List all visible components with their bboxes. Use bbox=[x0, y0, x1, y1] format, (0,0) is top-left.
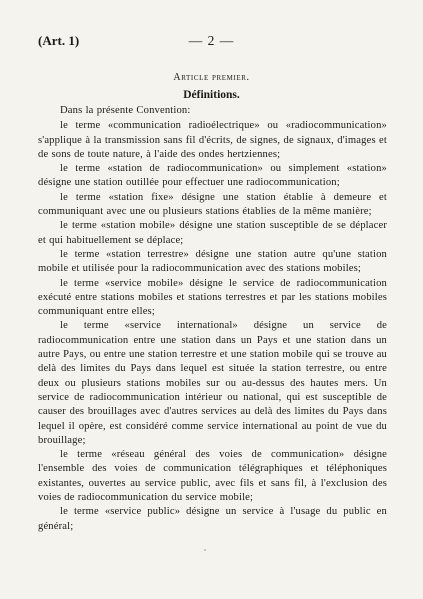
definition-paragraph: le terme «station terrestre» désigne une station autre qu'une station mobile et utilisée pour la radiocommunication avec des stations mobiles; bbox=[38, 248, 387, 275]
article-heading: Article premier. bbox=[173, 72, 250, 83]
article-reference: (Art. 1) bbox=[38, 33, 80, 48]
definition-paragraph: le terme «station mobile» désigne une station susceptible de se déplacer et qui habituellement se déplace; bbox=[38, 220, 387, 246]
definition-paragraph: le terme «service public» désigne un service à l'usage du public en général; bbox=[38, 506, 387, 532]
definition-paragraph: le terme «réseau général des voies de communication» désigne l'ensemble des voies de communication télégraphiques et téléphoniques existantes, ouvertes au service public, avec fils et sans fil, à l'exclusion des voies de radiocommunication du service mobile; bbox=[38, 449, 387, 504]
definition-paragraph: le terme «communication radioélectrique» ou «radiocommunication» s'applique à la transmission sans fil d'écrits, de signes, de signaux, d'images et de sons de toute nature, à l'aide des ondes hertziennes; bbox=[38, 120, 387, 160]
section-title: Définitions. bbox=[183, 89, 240, 101]
page-number: — 2 — bbox=[188, 33, 235, 48]
print-speck bbox=[204, 549, 206, 551]
intro-paragraph: Dans la présente Convention: bbox=[60, 105, 191, 116]
document-body bbox=[38, 104, 387, 534]
definition-paragraph: le terme «service mobile» désigne le service de radiocommunication exécuté entre stations mobiles et stations terrestres et par les stations mobiles communiquant entre elles; bbox=[38, 277, 387, 318]
definition-paragraph: le terme «station fixe» désigne une station établie à demeure et communiquant avec une ou plusieurs stations établies de la même manière; bbox=[38, 191, 387, 218]
definition-paragraph: le terme «service international» désigne un service de radiocommunication entre une station dans un Pays et une station dans un autre Pays, ou entre une station terrestre et une station mobile qui se trouve au delà des limites du Pays dans lequel est située la station terrestre, ou entre deux ou plusieurs stations mobiles sur ou au-dessus des hautes mers. Un service de radiocommunication intérieur ou national, qui est susceptible de causer des brouillages avec d'autres services au delà des limites du Pays dans lequel il opère, est considéré comme service international au point de vue du brouillage; bbox=[38, 320, 387, 446]
definition-paragraph: le terme «station de radiocommunication» ou simplement «station» désigne une station outillée pour effectuer une radiocommunication; bbox=[38, 163, 387, 189]
